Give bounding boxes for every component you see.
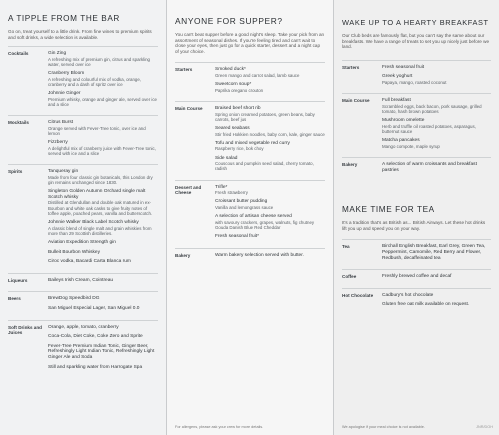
item-description: Orange served with Fever-Tree tonic, over ice and lemon bbox=[48, 125, 146, 136]
item-name: Matcha pancakes bbox=[382, 138, 420, 144]
page-code: JNR/DOH bbox=[476, 425, 493, 429]
menu-item bbox=[48, 189, 158, 216]
menu-item bbox=[382, 98, 491, 114]
section-items bbox=[48, 325, 158, 375]
section-label: Bakery bbox=[175, 252, 191, 258]
item-description: Premium whisky, orange and ginger ale, served over ice and a slice bbox=[48, 96, 158, 107]
item-name: Tofu and mixed vegetable red curry bbox=[215, 140, 290, 146]
supper-sections bbox=[175, 62, 325, 262]
section-divider bbox=[342, 288, 491, 289]
section-label: Cocktails bbox=[8, 51, 29, 57]
menu-section bbox=[8, 296, 158, 315]
tea-title: MAKE TIME FOR TEA bbox=[342, 205, 435, 215]
section-items bbox=[48, 278, 158, 288]
item-name: Gluten free oat milk available on request. bbox=[382, 302, 470, 308]
drinks-page bbox=[0, 0, 166, 435]
item-name: Orange, apple, tomato, cranberry bbox=[48, 324, 119, 330]
item-name: Seared seabass bbox=[215, 125, 250, 131]
item-name: Croissant butter pudding bbox=[215, 199, 268, 205]
menu-section bbox=[342, 98, 491, 153]
section-items bbox=[48, 169, 158, 269]
section-items bbox=[48, 296, 158, 315]
item-description: A classic blend of single malt and grain whiskies from more than 29 Scottish distilleries. bbox=[48, 225, 152, 236]
supper-page bbox=[167, 0, 333, 435]
menu-item bbox=[48, 325, 158, 331]
menu-section bbox=[175, 185, 325, 244]
section-items bbox=[48, 120, 158, 160]
menu-section bbox=[8, 325, 158, 375]
section-label: Starters bbox=[342, 64, 360, 70]
section-divider bbox=[8, 46, 158, 47]
item-name: A selection of warm croissants and breakfast pastries bbox=[382, 161, 477, 173]
item-name: Braised beef short rib bbox=[215, 105, 261, 111]
menu-item bbox=[382, 293, 491, 299]
item-name: Johnnie Walker Black Label Scotch whisky bbox=[48, 219, 139, 225]
menu-item bbox=[215, 106, 325, 122]
menu-item bbox=[382, 65, 491, 71]
section-divider bbox=[8, 291, 158, 292]
supper-title: ANYONE FOR SUPPER? bbox=[175, 16, 283, 26]
item-description: A delightful mix of cranberry juice with Fever-Tree tonic, served with ice and a slice bbox=[48, 145, 156, 156]
tea-sections bbox=[342, 239, 491, 312]
item-description: A refreshing and colourful mix of vodka, orange, cranberry and a dash of spritz over ice bbox=[48, 76, 141, 87]
menu-item bbox=[48, 169, 158, 185]
menu-section bbox=[8, 51, 158, 111]
item-name: Mushroom omelette bbox=[382, 118, 425, 124]
item-name: Full breakfast bbox=[382, 98, 411, 104]
item-name: San Miguel Especial Lager, San Miguel 0.0 bbox=[48, 305, 140, 311]
item-name: Birchall English Breakfast, Earl Grey, Green Tea, Peppermint, Camomile, Red Berry and Flower, Redbush, decaffeinated tea bbox=[382, 244, 486, 261]
menu-item bbox=[215, 156, 325, 172]
section-label: Starters bbox=[175, 67, 193, 73]
item-name: Fizzberry bbox=[48, 140, 68, 146]
item-description: Fresh strawberry bbox=[215, 190, 248, 196]
section-label: Spirits bbox=[8, 169, 23, 175]
menu-item bbox=[48, 259, 158, 265]
section-items bbox=[215, 185, 325, 244]
item-name: A selection of artisan cheese served bbox=[215, 214, 292, 220]
section-items bbox=[215, 253, 325, 263]
menu-item bbox=[48, 365, 158, 371]
item-description: Couscous and pumpkin seed salad, cherry tomato, radish bbox=[215, 161, 314, 172]
breakfast-title: WAKE UP TO A HEARTY BREAKFAST bbox=[342, 18, 489, 27]
breakfast-intro: Our Club beds are famously flat, but you can't say the same about our breakfasts. We have a range of treats to set you up nicely just before we land. bbox=[342, 33, 489, 50]
item-description: Made from four classic gin botanicals, this London dry gin remains unchanged since 1830. bbox=[48, 174, 153, 185]
menu-item bbox=[215, 199, 325, 210]
menu-section bbox=[175, 67, 325, 97]
item-description: Spring onion creamed potatoes, green beans, baby carrots, beef jus bbox=[215, 111, 315, 122]
tea-intro: It's a tradition that's as British as... British Airways. Let these hot drinks lift you up and speed you on your way. bbox=[342, 220, 486, 231]
item-name: Bulleit Bourbon Whiskey bbox=[48, 249, 100, 255]
item-name: Greek yoghurt bbox=[382, 74, 413, 80]
item-name: Fresh seasonal fruit bbox=[382, 64, 425, 70]
menu-section bbox=[8, 278, 158, 288]
item-name: Cranberry Bloom bbox=[48, 71, 85, 77]
section-items bbox=[382, 162, 491, 177]
menu-item bbox=[382, 244, 491, 261]
section-items bbox=[48, 51, 158, 111]
section-divider bbox=[175, 62, 325, 63]
item-description: Papaya, mango, roasted coconut bbox=[382, 79, 447, 85]
item-name: Baileys Irish Cream, Cointreau bbox=[48, 277, 114, 283]
item-name: Johnnie Ginger bbox=[48, 91, 81, 97]
section-label: Mocktails bbox=[8, 120, 29, 126]
menu-section bbox=[342, 293, 491, 312]
menu-section bbox=[8, 169, 158, 269]
section-label: Main Course bbox=[175, 105, 203, 111]
section-items bbox=[382, 274, 491, 284]
item-name: Singleton Golden Autumn Orchard single malt Scotch whisky bbox=[48, 189, 146, 200]
item-name: Warm bakery selection served with butter. bbox=[215, 252, 304, 258]
section-label: Liqueurs bbox=[8, 277, 28, 283]
drinks-title: A TIPPLE FROM THE BAR bbox=[8, 14, 120, 23]
menu-item bbox=[48, 91, 158, 107]
section-items bbox=[382, 293, 491, 312]
section-divider bbox=[342, 269, 491, 270]
menu-item bbox=[48, 306, 158, 312]
item-description: Distilled at Glendullan and double oak matured in ex-Bourbon and white oak casks to give fruity notes of toffee apple, poached pears, vanilla and butterscotch. bbox=[48, 200, 153, 216]
section-divider bbox=[8, 320, 158, 321]
drinks-sections bbox=[8, 46, 158, 374]
menu-item bbox=[215, 253, 325, 259]
item-name: Tanqueray gin bbox=[48, 169, 79, 175]
item-name: Cadbury's hot chocolate bbox=[382, 292, 434, 298]
item-description: Vanilla and lemongrass sauce bbox=[215, 204, 274, 210]
section-items bbox=[382, 98, 491, 153]
menu-item bbox=[382, 302, 491, 308]
section-label: Tea bbox=[342, 244, 350, 250]
menu-item bbox=[382, 274, 491, 280]
section-label: Soft Drinks and Juices bbox=[8, 324, 42, 335]
menu-item bbox=[215, 141, 325, 152]
section-divider bbox=[8, 164, 158, 165]
section-divider bbox=[342, 239, 491, 240]
menu-item bbox=[48, 240, 158, 246]
menu-section bbox=[8, 120, 158, 160]
item-name: Fresh seasonal fruit* bbox=[215, 234, 259, 240]
menu-item bbox=[382, 162, 491, 173]
menu-item bbox=[215, 126, 325, 137]
section-items bbox=[382, 244, 491, 265]
supper-footer: For allergens, please ask your crew for more details. bbox=[175, 425, 264, 429]
item-name: Side salad bbox=[215, 155, 238, 161]
menu-section bbox=[175, 253, 325, 263]
menu-item bbox=[48, 120, 158, 136]
menu-item bbox=[48, 296, 158, 302]
menu-item bbox=[48, 220, 158, 236]
menu-item bbox=[48, 344, 158, 361]
item-description: with savoury crackers, grapes, walnuts, fig chutney Gouda Danish Blue Red Cheddar bbox=[215, 219, 315, 230]
item-name: Aviation Expedition Strength gin bbox=[48, 239, 116, 245]
menu-item bbox=[215, 214, 325, 230]
item-name: Smoked duck* bbox=[215, 67, 246, 73]
item-description: Herb and truffle oil roasted potatoes, asparagus, butternut sauce bbox=[382, 123, 476, 134]
item-name: Ciroc vodka, Bacardi Carta Blanca rum bbox=[48, 259, 131, 265]
section-divider bbox=[342, 93, 491, 94]
section-divider bbox=[175, 101, 325, 102]
section-items bbox=[382, 65, 491, 89]
menu-item bbox=[48, 334, 158, 340]
item-name: Sweetcorn soup* bbox=[215, 82, 252, 88]
menu-section bbox=[342, 244, 491, 265]
item-description: A refreshing mix of premium gin, citrus and sparkling water, served over ice bbox=[48, 56, 151, 67]
menu-item bbox=[48, 140, 158, 156]
item-description: Paprika oregano crouton bbox=[215, 87, 264, 93]
item-name: BrewDog Speedbird DG bbox=[48, 296, 100, 302]
item-name: Still and sparkling water from Harrogate Spa bbox=[48, 364, 143, 370]
section-label: Beers bbox=[8, 296, 21, 302]
item-description: Scrambled eggs, back bacon, pork sausage, grilled tomato, hash brown potatoes bbox=[382, 103, 482, 114]
section-items bbox=[215, 106, 325, 176]
item-name: Freshly brewed coffee and decaf bbox=[382, 274, 452, 280]
menu-item bbox=[48, 51, 158, 67]
section-label: Main Course bbox=[342, 98, 370, 104]
menu-item bbox=[48, 278, 158, 284]
section-label: Hot Chocolate bbox=[342, 292, 374, 298]
menu-item bbox=[382, 74, 491, 85]
section-divider bbox=[8, 273, 158, 274]
menu-section bbox=[342, 65, 491, 89]
section-label: Dessert and Cheese bbox=[175, 184, 202, 195]
menu-item bbox=[382, 118, 491, 134]
menu-item bbox=[382, 138, 491, 149]
section-divider bbox=[175, 248, 325, 249]
item-description: Raspberry rice, bok choy bbox=[215, 146, 264, 152]
menu-item bbox=[48, 250, 158, 256]
breakfast-footer: We apologise if your meal choice is not available. bbox=[342, 425, 425, 429]
item-description: Green mango and carrot salad, lamb sauce bbox=[215, 72, 300, 78]
item-description: Stir fried Hokkien noodles, baby corn, kale, ginger sauce bbox=[215, 131, 325, 137]
menu-item bbox=[215, 67, 325, 78]
supper-intro: You can't beat supper before a good night's sleep. Take your pick from an assortment of seasonal dishes. If you're feeling tired and can't wait to close your eyes, then just go for a quick starter, dessert and a night cap of your choice. bbox=[175, 32, 325, 54]
menu-item bbox=[48, 71, 158, 87]
drinks-intro: Go on, treat yourself to a little drink. From fine wines to premium spirits and soft drinks, a wide selection is available. bbox=[8, 29, 152, 40]
menu-item bbox=[215, 234, 325, 240]
breakfast-sections bbox=[342, 60, 491, 177]
section-label: Bakery bbox=[342, 161, 358, 167]
section-label: Coffee bbox=[342, 274, 357, 280]
item-name: Trifle* bbox=[215, 184, 228, 190]
item-name: Coca-Cola, Diet Coke, Coke Zero and Sprite bbox=[48, 334, 143, 340]
item-name: Fever-Tree Premium Indian Tonic, Ginger Beer, Refreshingly Light Indian Tonic, Refreshingly Light Ginger Ale and Soda bbox=[48, 343, 155, 360]
item-name: Gin Zing bbox=[48, 51, 67, 57]
item-description: Mango compote, maple syrup bbox=[382, 143, 440, 149]
breakfast-page bbox=[334, 0, 499, 435]
section-items bbox=[215, 67, 325, 97]
menu-item bbox=[215, 185, 325, 196]
menu-section bbox=[342, 274, 491, 284]
menu-section bbox=[175, 106, 325, 176]
section-divider bbox=[342, 60, 491, 61]
section-divider bbox=[175, 180, 325, 181]
section-divider bbox=[8, 115, 158, 116]
menu-section bbox=[342, 162, 491, 177]
menu-item bbox=[215, 82, 325, 93]
item-name: Citrus Burst bbox=[48, 120, 74, 126]
section-divider bbox=[342, 157, 491, 158]
